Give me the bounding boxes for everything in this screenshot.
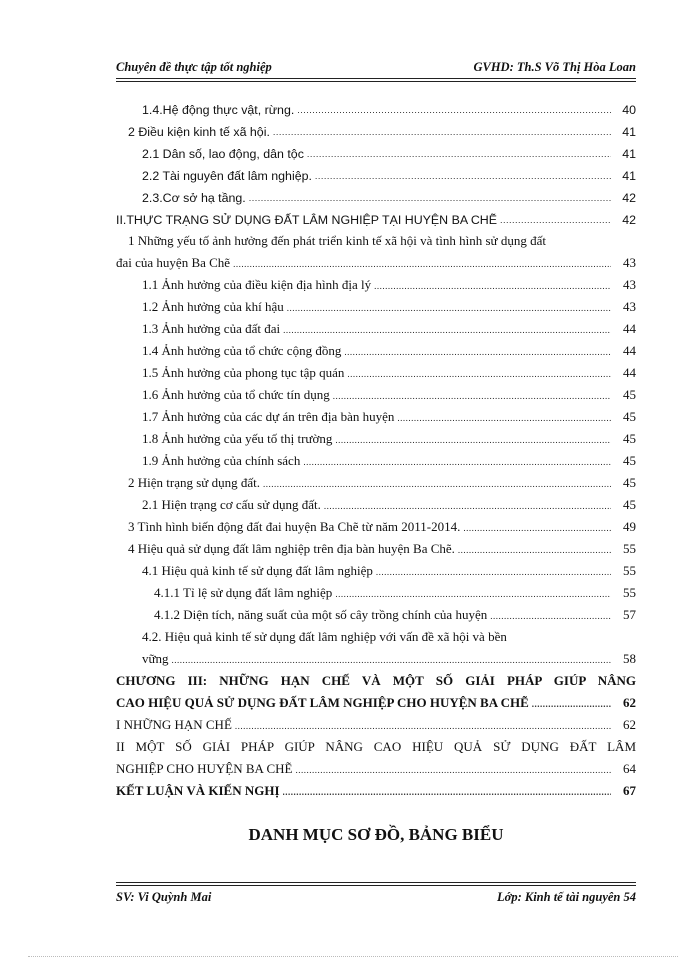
toc-entry[interactable]: 3 Tình hình biến động đất đai huyện Ba Chẽ từ năm 2011-2014. ..... 49 bbox=[116, 513, 636, 535]
toc-entry[interactable]: II MỘT SỐ GIẢI PHÁP GIÚP NÂNG CAO HIỆU QUẢ SỬ DỤNG ĐẤT LÂM bbox=[116, 739, 636, 754]
toc-entry[interactable]: 1.1 Ảnh hưởng của điều kiện địa hình địa lý ..... 43 bbox=[116, 271, 636, 293]
toc-entry[interactable]: 1.8 Ảnh hưởng của yếu tố thị trường ..... 45 bbox=[116, 425, 636, 447]
toc-entry[interactable]: 2 Điều kiện kinh tế xã hội. ..... 41 bbox=[116, 117, 636, 139]
toc-entry-continued[interactable]: NGHIỆP CHO HUYỆN BA CHẼ ..... 64 bbox=[116, 755, 636, 777]
toc-chapter[interactable]: CHƯƠNG III: NHỮNG HẠN CHẾ VÀ MỘT SỐ GIẢI PHÁP GIÚP NÂNG bbox=[116, 673, 636, 688]
toc-entry[interactable]: 1.4 Ảnh hưởng của tổ chức cộng đồng ..... 44 bbox=[116, 337, 636, 359]
toc-entry-continued[interactable]: vững ..... 58 bbox=[116, 645, 636, 667]
toc-entry[interactable]: 2.1 Hiện trạng cơ cấu sử dụng đất. ..... 45 bbox=[116, 491, 636, 513]
header-rule-thin bbox=[116, 81, 636, 82]
header-rule bbox=[116, 78, 636, 79]
toc-entry[interactable]: 1 Những yếu tố ảnh hưởng đến phát triển kinh tế xã hội và tình hình sử dụng đất bbox=[128, 233, 546, 248]
toc-entry[interactable]: 1.3 Ảnh hưởng của đất đai ..... 44 bbox=[116, 315, 636, 337]
toc-entry[interactable]: 2.2 Tài nguyên đất lâm nghiệp. ..... 41 bbox=[116, 161, 636, 183]
toc-entry[interactable]: II.THỰC TRẠNG SỬ DỤNG ĐẤT LÂM NGHIỆP TẠI HUYỆN BA CHẼ ..... 42 bbox=[116, 205, 636, 227]
toc-entry[interactable]: 1.7 Ảnh hưởng của các dự án trên địa bàn huyện ..... 45 bbox=[116, 403, 636, 425]
footer-rule-thin bbox=[116, 882, 636, 883]
toc-entry[interactable]: 4.1 Hiệu quả kinh tế sử dụng đất lâm nghiệp ..... 55 bbox=[116, 557, 636, 579]
page-edge bbox=[28, 956, 678, 957]
table-of-contents bbox=[116, 95, 636, 799]
toc-entry[interactable]: 1.6 Ảnh hưởng của tổ chức tín dụng ..... 45 bbox=[116, 381, 636, 403]
section-title: DANH MỤC SƠ ĐỒ, BẢNG BIỂU bbox=[248, 825, 504, 844]
header-advisor: GVHD: Th.S Võ Thị Hòa Loan bbox=[473, 60, 636, 74]
toc-chapter-continued[interactable]: CAO HIỆU QUẢ SỬ DỤNG ĐẤT LÂM NGHIỆP CHO HUYỆN BA CHẼ ..... 62 bbox=[116, 689, 636, 711]
toc-entry[interactable]: 1.4.Hệ động thực vật, rừng. ..... 40 bbox=[116, 95, 636, 117]
toc-entry[interactable]: 1.9 Ảnh hưởng của chính sách ..... 45 bbox=[116, 447, 636, 469]
toc-entry[interactable]: 1.5 Ảnh hưởng của phong tục tập quán ..... 44 bbox=[116, 359, 636, 381]
header-title: Chuyên đề thực tập tốt nghiệp bbox=[116, 60, 272, 74]
toc-entry[interactable]: 2.3.Cơ sở hạ tầng. ..... 42 bbox=[116, 183, 636, 205]
page-header bbox=[116, 58, 636, 78]
footer-class: Lớp: Kinh tế tài nguyên 54 bbox=[496, 890, 636, 904]
toc-entry[interactable]: I NHỮNG HẠN CHẾ ..... 62 bbox=[116, 711, 636, 733]
toc-entry-continued[interactable]: đai của huyện Ba Chẽ ..... 43 bbox=[116, 249, 636, 271]
toc-entry[interactable]: 4 Hiệu quả sử dụng đất lâm nghiệp trên địa bàn huyện Ba Chẽ. ..... 55 bbox=[116, 535, 636, 557]
page-footer bbox=[116, 888, 636, 908]
footer-student: SV: Vi Quỳnh Mai bbox=[116, 890, 212, 904]
toc-entry[interactable]: 4.1.2 Diện tích, năng suất của một số cây trồng chính của huyện ..... 57 bbox=[116, 601, 636, 623]
toc-entry[interactable]: 1.2 Ảnh hưởng của khí hậu ..... 43 bbox=[116, 293, 636, 315]
toc-entry[interactable]: 4.1.1 Tỉ lệ sử dụng đất lâm nghiệp ..... 55 bbox=[116, 579, 636, 601]
toc-entry[interactable]: 2.1 Dân số, lao động, dân tộc ..... 41 bbox=[116, 139, 636, 161]
footer-rule bbox=[116, 885, 636, 886]
toc-entry[interactable]: 2 Hiện trạng sử dụng đất. ..... 45 bbox=[116, 469, 636, 491]
toc-chapter[interactable]: KẾT LUẬN VÀ KIẾN NGHỊ ..... 67 bbox=[116, 777, 636, 799]
toc-entry[interactable]: 4.2. Hiệu quả kinh tế sử dụng đất lâm nghiệp với vấn đề xã hội và bền bbox=[142, 629, 507, 644]
